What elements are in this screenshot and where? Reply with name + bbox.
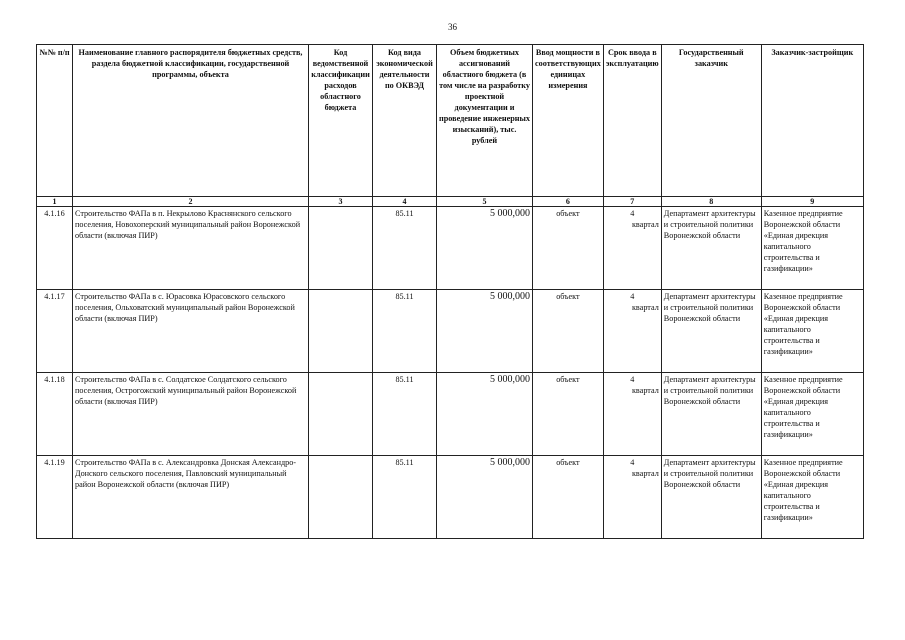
column-number: 2 (73, 197, 309, 207)
budget-code (309, 373, 373, 456)
header-cell-num: №№ п/п (37, 45, 73, 197)
term-label: квартал (631, 220, 659, 229)
capacity-unit: объект (533, 290, 604, 373)
state-customer: Департамент архитектуры и строительной политики Воронежской области (661, 207, 761, 290)
customer-developer: Казенное предприятие Воронежской области «Единая дирекция капитального строительства и газификации» (761, 207, 863, 290)
table-row (37, 207, 864, 290)
term-label: квартал (631, 303, 659, 312)
table-row (37, 373, 864, 456)
state-customer: Департамент архитектуры и строительной политики Воронежской области (661, 373, 761, 456)
column-number-row (37, 197, 864, 207)
capacity-unit: объект (533, 373, 604, 456)
header-cell-developer: Заказчик-застройщик (761, 45, 863, 197)
term-label: квартал (631, 469, 659, 478)
term-number: 4 (630, 209, 635, 218)
okved-code: 85.11 (373, 373, 437, 456)
header-cell-customer: Государственный заказчик (661, 45, 761, 197)
row-number: 4.1.18 (37, 373, 73, 456)
budget-amount: 5 000,000 (437, 456, 533, 539)
header-row (37, 45, 864, 197)
budget-code (309, 207, 373, 290)
row-number: 4.1.17 (37, 290, 73, 373)
commissioning-term (603, 373, 661, 456)
column-number: 4 (373, 197, 437, 207)
row-number: 4.1.16 (37, 207, 73, 290)
budget-amount: 5 000,000 (437, 290, 533, 373)
column-number: 5 (437, 197, 533, 207)
commissioning-term (603, 207, 661, 290)
customer-developer: Казенное предприятие Воронежской области «Единая дирекция капитального строительства и газификации» (761, 290, 863, 373)
table-row (37, 456, 864, 539)
column-number: 8 (661, 197, 761, 207)
budget-amount: 5 000,000 (437, 373, 533, 456)
column-number: 6 (533, 197, 604, 207)
okved-code: 85.11 (373, 207, 437, 290)
state-customer: Департамент архитектуры и строительной политики Воронежской области (661, 290, 761, 373)
object-name: Строительство ФАПа в с. Юрасовка Юрасовского сельского поселения, Ольховатский муниципальный район Воронежской области (включая ПИР) (73, 290, 309, 373)
object-name: Строительство ФАПа в п. Некрылово Краснянского сельского поселения, Новохоперский муниципальный район Воронежской области (включая ПИР) (73, 207, 309, 290)
header-cell-amount: Объем бюджетных ассигнований областного бюджета (в том числе на разработку проектной документации и проведение инженерных изысканий), тыс. рублей (437, 45, 533, 197)
term-number: 4 (630, 458, 635, 467)
page-number: 36 (448, 22, 457, 32)
header-cell-term: Срок ввода в эксплуатацию (603, 45, 661, 197)
commissioning-term (603, 456, 661, 539)
column-number: 9 (761, 197, 863, 207)
term-number: 4 (630, 292, 635, 301)
capacity-unit: объект (533, 207, 604, 290)
state-customer: Департамент архитектуры и строительной политики Воронежской области (661, 456, 761, 539)
term-number: 4 (630, 375, 635, 384)
column-number: 7 (603, 197, 661, 207)
budget-code (309, 456, 373, 539)
row-number: 4.1.19 (37, 456, 73, 539)
budget-table (36, 44, 864, 539)
budget-amount: 5 000,000 (437, 207, 533, 290)
customer-developer: Казенное предприятие Воронежской области «Единая дирекция капитального строительства и газификации» (761, 456, 863, 539)
term-label: квартал (631, 386, 659, 395)
commissioning-term (603, 290, 661, 373)
column-number: 1 (37, 197, 73, 207)
header-cell-okved: Код вида экономической деятельности по ОКВЭД (373, 45, 437, 197)
capacity-unit: объект (533, 456, 604, 539)
okved-code: 85.11 (373, 290, 437, 373)
header-cell-unit: Ввод мощности в соответствующих единицах измерения (533, 45, 604, 197)
okved-code: 85.11 (373, 456, 437, 539)
customer-developer: Казенное предприятие Воронежской области «Единая дирекция капитального строительства и газификации» (761, 373, 863, 456)
header-cell-name: Наименование главного распорядителя бюджетных средств, раздела бюджетной классификации, государственной программы, объекта (73, 45, 309, 197)
object-name: Строительство ФАПа в с. Александровка Донская Александро-Донского сельского поселения, Павловский муниципальный район Воронежской области (включая ПИР) (73, 456, 309, 539)
budget-code (309, 290, 373, 373)
table-row (37, 290, 864, 373)
header-cell-code: Код ведомственной классификации расходов областного бюджета (309, 45, 373, 197)
object-name: Строительство ФАПа в с. Солдатское Солдатского сельского поселения, Острогожский муниципальный район Воронежской области (включая ПИР) (73, 373, 309, 456)
column-number: 3 (309, 197, 373, 207)
